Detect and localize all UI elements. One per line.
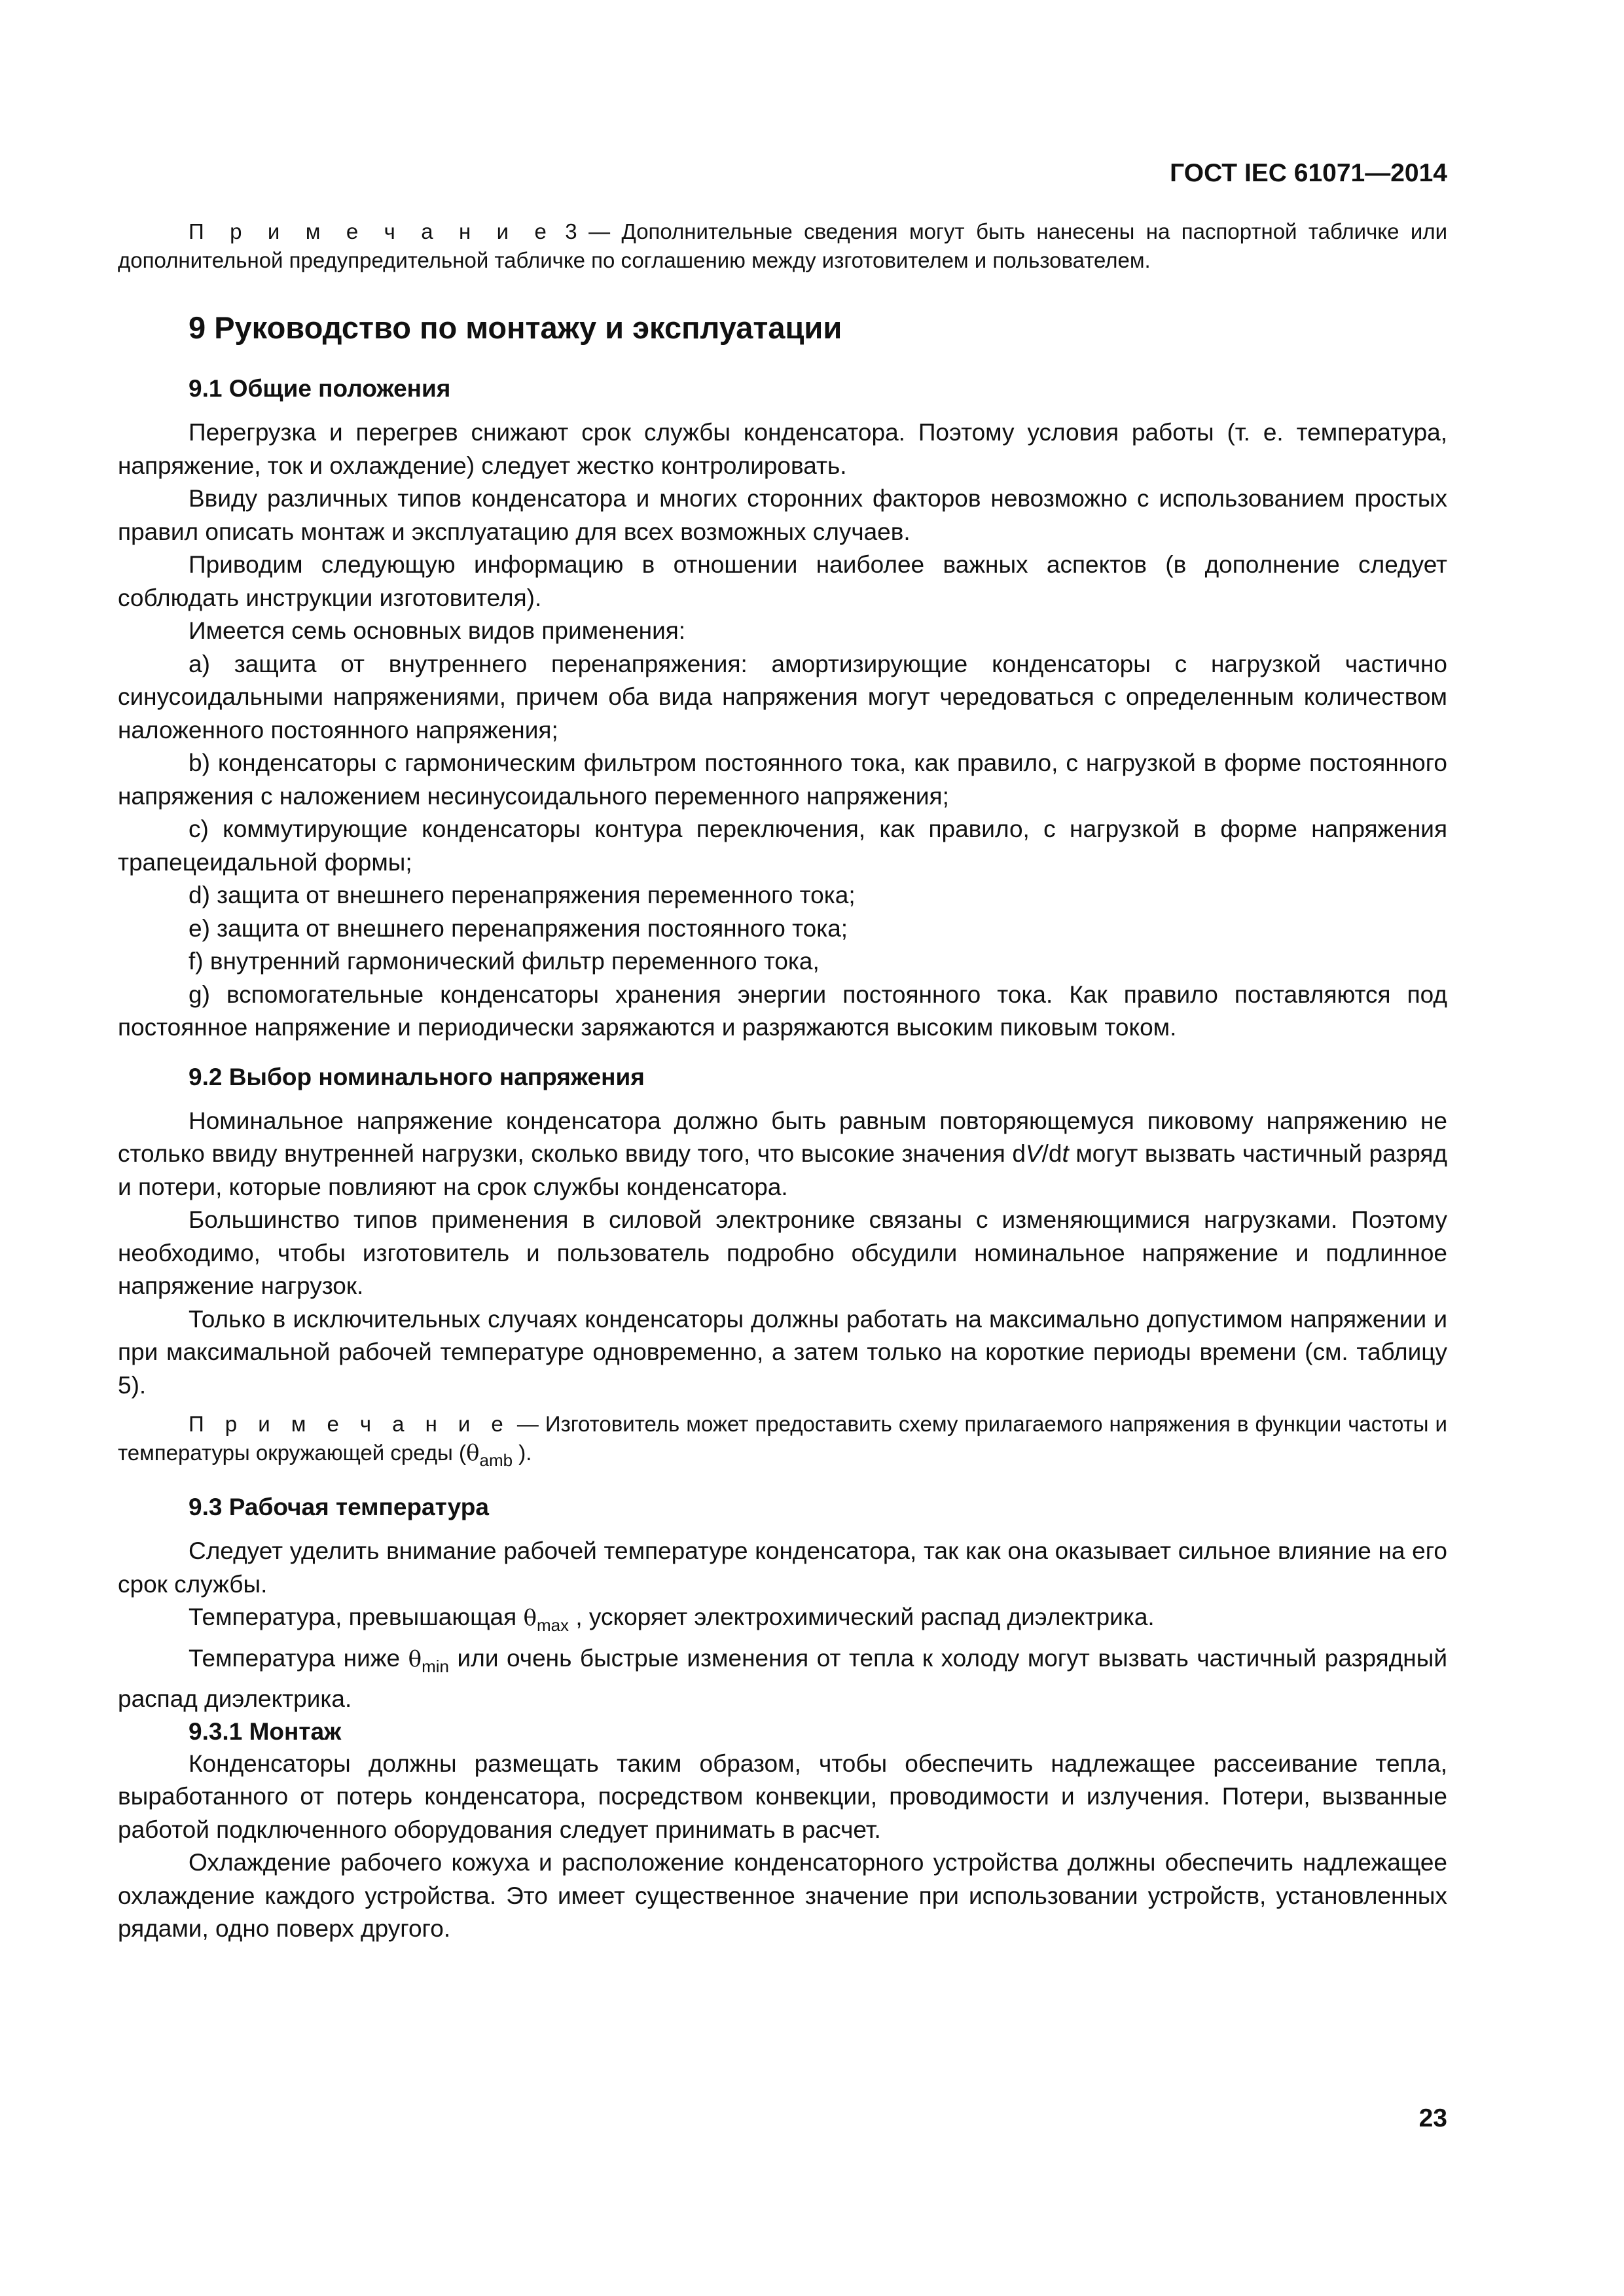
paragraph: Ввиду различных типов конденсатора и многих сторонних факторов невозможно с использованием простых правил описать монтаж и эксплуатацию для всех возможных случаев.	[118, 485, 1447, 545]
list-item: g) вспомогательные конденсаторы хранения энергии постоянного тока. Как правило поставляются под постоянное напряжение и периодически заряжаются и разряжаются высоким пиковым током.	[118, 980, 1447, 1041]
list-item: a) защита от внутреннего перенапряжения: амортизирующие конденсаторы с нагрузкой частично синусоидальными напряжениями, причем оба вида напряжения могут чередоваться с определенным количеством наложенного постоянного напряжения;	[118, 650, 1447, 744]
page-number: 23	[1418, 2104, 1447, 2132]
section-9-title: 9 Руководство по монтажу и эксплуатации	[189, 310, 842, 345]
text-run: ).	[513, 1441, 532, 1465]
document-header: ГОСТ IEC 61071—2014	[1170, 159, 1447, 187]
italic-symbol: V	[1025, 1140, 1042, 1167]
text-run: или очень быстрые изменения от тепла к холоду могут вызвать частичный разрядный распад диэлектрика.	[118, 1644, 1447, 1712]
paragraph: Приводим следующую информацию в отношении наиболее важных аспектов (в дополнение следует соблюдать инструкции изготовителя).	[118, 551, 1447, 611]
paragraph: Большинство типов применения в силовой электронике связаны с изменяющимися нагрузками. Поэтому необходимо, чтобы изготовитель и пользователь подробно обсудили номинальное напряжение и подлинное напряжение нагрузок.	[118, 1206, 1447, 1299]
text-run: , ускоряет электрохимический распад диэлектрика.	[569, 1604, 1155, 1630]
list-item: c) коммутирующие конденсаторы контура переключения, как правило, с нагрузкой в форме напряжения трапецеидальной формы;	[118, 816, 1447, 876]
list-item: f) внутренний гармонический фильтр переменного тока,	[189, 948, 820, 975]
section-9-1-title: 9.1 Общие положения	[189, 375, 451, 402]
paragraph: Конденсаторы должны размещать таким образом, чтобы обеспечить надлежащее рассеивание тепла, выработанного от потерь конденсатора, посредством конвекции, проводимости и излучения. Потери, вызванные работой подключенного оборудования следует принимать в расчет.	[118, 1749, 1447, 1843]
note-3	[118, 217, 1447, 275]
paragraph	[118, 1105, 1447, 1204]
subscript: amb	[479, 1450, 513, 1470]
list-item: b) конденсаторы с гармоническим фильтром постоянного тока, как правило, с нагрузкой в форме постоянного напряжения с наложением несинусоидального переменного напряжения;	[118, 749, 1447, 810]
paragraph: Перегрузка и перегрев снижают срок службы конденсатора. Поэтому условия работы (т. е. температура, напряжение, ток и охлаждение) следует жестко контролировать.	[118, 419, 1447, 479]
paragraph	[118, 1642, 1447, 1716]
paragraph: Только в исключительных случаях конденсаторы должны работать на максимально допустимом напряжении и при максимальной рабочей температуре одновременно, а затем только на короткие периоды времени (см. таблицу 5).	[118, 1305, 1447, 1399]
note	[118, 1410, 1447, 1475]
paragraph: Имеется семь основных видов применения:	[189, 617, 686, 644]
text-run: могут вызвать частичный разряд и потери, которые повлияют на срок службы конденсатора.	[118, 1140, 1447, 1200]
note-text: 3 — Дополнительные сведения могут быть нанесены на паспортной табличке или дополнительной предупредительной табличке по соглашению между изготовителем и пользователем.	[118, 219, 1448, 272]
text-run: Температура ниже	[189, 1644, 408, 1672]
text-run: Температура, превышающая	[189, 1604, 524, 1630]
note-label: П р и м е ч а н и е	[189, 219, 554, 243]
section-9-3-title: 9.3 Рабочая температура	[189, 1494, 489, 1520]
list-item: d) защита от внешнего перенапряжения переменного тока;	[189, 882, 856, 908]
subscript: max	[536, 1615, 569, 1635]
section-9-3-1-title: 9.3.1 Монтаж	[189, 1717, 342, 1745]
text-run: Номинальное напряжение конденсатора должно быть равным повторяющемуся пиковому напряжению не столько ввиду внутренней нагрузки, сколько ввиду того, что высокие значения d	[118, 1107, 1447, 1167]
italic-symbol: t	[1062, 1140, 1069, 1167]
theta-symbol: θ	[408, 1645, 422, 1672]
list-item: e) защита от внешнего перенапряжения постоянного тока;	[189, 914, 848, 942]
theta-symbol: θ	[523, 1605, 537, 1631]
section-9-2-title: 9.2 Выбор номинального напряжения	[189, 1063, 645, 1090]
text-run: /d	[1041, 1140, 1062, 1167]
note-label: П р и м е ч а н и е	[189, 1412, 511, 1436]
theta-symbol: θ	[466, 1440, 480, 1466]
paragraph: Следует уделить внимание рабочей температуре конденсатора, так как она оказывает сильное влияние на его срок службы.	[118, 1537, 1447, 1598]
paragraph: Охлаждение рабочего кожуха и расположение конденсаторного устройства должны обеспечить надлежащее охлаждение каждого устройства. Это имеет существенное значение при использовании устройств, установленных рядами, одно поверх другого.	[118, 1849, 1447, 1942]
note-text: — Изготовитель может предоставить схему прилагаемого напряжения в функции частоты и температуры окружающей среды (	[118, 1412, 1447, 1465]
paragraph	[118, 1601, 1447, 1642]
subscript: min	[422, 1656, 450, 1676]
